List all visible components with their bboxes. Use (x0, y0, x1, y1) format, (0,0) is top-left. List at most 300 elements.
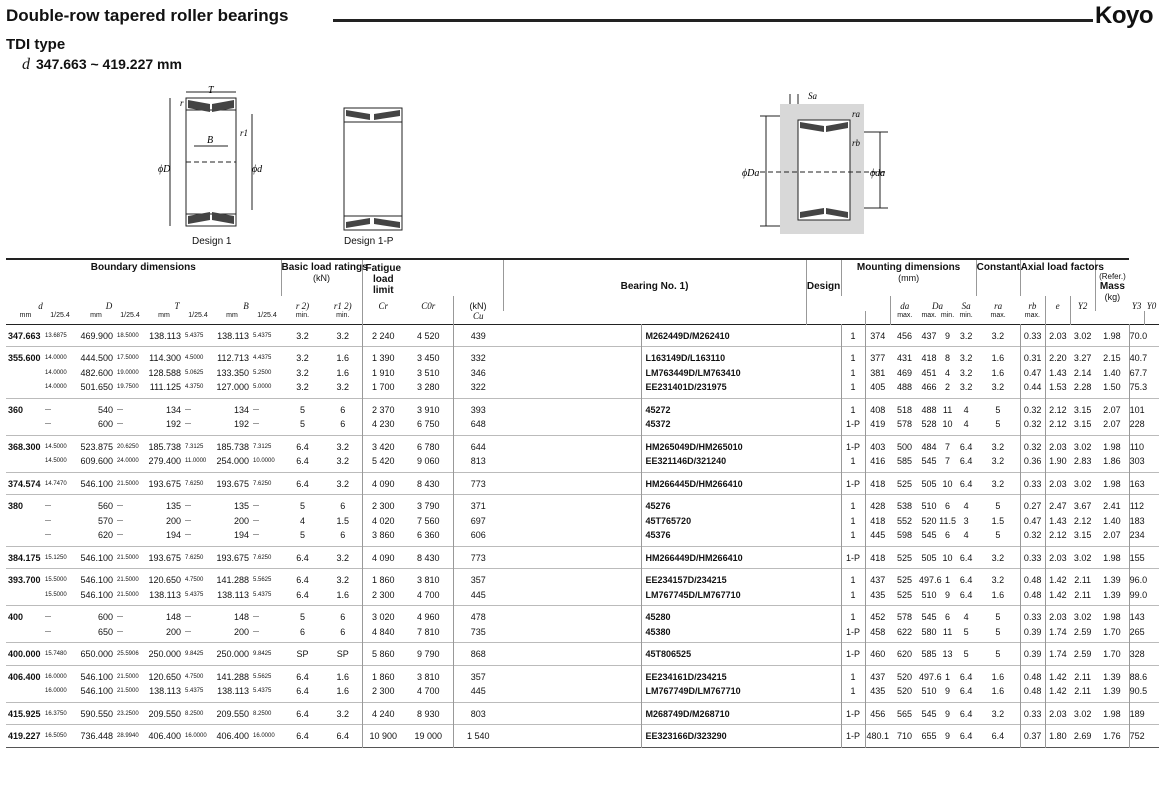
cell-value: 590.550 (80, 708, 113, 719)
unit-Da-max: max. (921, 312, 937, 320)
col-B: B (243, 301, 249, 311)
unit-D-mm: mm (90, 312, 102, 320)
label-da: ϕda (870, 168, 886, 179)
table-cell (324, 665, 362, 702)
unit-ra-max: max. (990, 312, 1006, 320)
cell-value: 460 (870, 649, 886, 659)
unit-rb-max: max. (1024, 312, 1040, 320)
cell-value: 1.42 (1049, 671, 1067, 682)
cell-value: 7 560 (417, 515, 440, 526)
cell-value: 138.113 (217, 686, 249, 696)
table-cell (143, 606, 185, 643)
cell-value: 265 (1129, 626, 1145, 637)
bore-inch: 14.5000 (45, 458, 67, 464)
cell-value: 3.02 (1073, 552, 1092, 563)
table-cell (253, 435, 281, 472)
table-cell (956, 665, 976, 702)
title-rule (333, 19, 1093, 22)
cell-value: 520 (897, 686, 913, 696)
table-cell (45, 569, 75, 606)
cell-value: — (117, 628, 123, 635)
cell-value: — (253, 532, 259, 538)
table-cell (362, 702, 404, 725)
table-cell (1129, 665, 1148, 702)
cell-value: 1 540 (467, 731, 490, 741)
cell-value: M262449D/M262410 (645, 330, 730, 341)
cell-value: 1.6 (991, 367, 1005, 378)
table-cell (404, 435, 453, 472)
cell-value: 803 (470, 708, 486, 719)
cell-value: 418 (870, 515, 886, 526)
table-cell (253, 665, 281, 702)
table-cell (6, 569, 45, 606)
table-cell (143, 324, 185, 347)
table-cell (1020, 702, 1045, 725)
col-Da: Da (932, 301, 944, 311)
table-cell (1045, 702, 1070, 725)
cell-value: M268749D/M268710 (645, 708, 730, 719)
table-cell (890, 472, 919, 495)
cell-value: 2.03 (1049, 330, 1067, 341)
cell-value: 5 (963, 626, 969, 637)
cell-value: 3.02 (1073, 441, 1092, 452)
cell-value: 3.2 (336, 708, 350, 719)
cell-value: 6.4 (959, 478, 973, 489)
table-cell (919, 546, 939, 569)
table-cell (453, 495, 503, 547)
table-cell (1045, 398, 1070, 435)
table-cell (117, 324, 143, 347)
cell-value: 4 090 (372, 552, 395, 563)
table-cell (919, 702, 939, 725)
cell-value: 6 (340, 626, 346, 637)
cell-value: 773 (470, 478, 486, 489)
table-cell (503, 435, 641, 472)
table-cell (324, 702, 362, 725)
cell-value: 3.2 (336, 330, 350, 341)
cell-value: 0.48 (1023, 589, 1042, 600)
table-cell (185, 546, 211, 569)
bore-inch: — (45, 614, 51, 620)
cell-value: 2.03 (1049, 552, 1067, 563)
table-row (6, 472, 1159, 495)
cell-value: 3.15 (1073, 530, 1092, 540)
bore-value: 419.227 (8, 731, 41, 741)
cell-value: 3.02 (1073, 612, 1092, 622)
table-cell (976, 702, 1020, 725)
table-cell (143, 569, 185, 606)
cell-value: 500 (897, 441, 913, 452)
cell-value: 5.2500 (253, 369, 272, 376)
cell-value: 45280 (645, 612, 671, 622)
cell-value: 598 (897, 530, 913, 540)
cell-value: 1 (850, 515, 856, 526)
cell-value: 2.12 (1049, 530, 1067, 540)
table-cell (1129, 702, 1144, 725)
cell-value: 1 700 (372, 382, 395, 392)
table-cell (956, 643, 976, 666)
cell-value: 357 (470, 575, 486, 585)
cell-value: 45376 (645, 530, 671, 540)
table-cell (976, 665, 1020, 702)
cell-value: 578 (897, 612, 913, 622)
table-cell (281, 606, 324, 643)
cell-value: 99.0 (1129, 589, 1148, 600)
table-cell (1095, 495, 1129, 547)
cell-value: 138.113 (149, 686, 181, 696)
table-cell (45, 398, 75, 435)
cell-value: 112.713 (217, 353, 249, 363)
cell-value: HM266449D/HM266410 (645, 552, 743, 563)
cell-value: 1.98 (1103, 478, 1121, 489)
table-cell (45, 643, 75, 666)
table-cell (404, 606, 453, 643)
table-cell (1095, 569, 1129, 606)
table-cell (1045, 606, 1070, 643)
load-ratings-unit: (kN) (313, 273, 331, 283)
cell-value: 546.100 (80, 589, 113, 600)
cell-value: 752 (1129, 731, 1145, 741)
cell-value: 3.2 (336, 441, 350, 452)
table-cell (865, 702, 890, 725)
cell-value: 9 (945, 330, 951, 341)
table-cell (75, 398, 117, 435)
cell-value: 110 (1129, 441, 1145, 452)
table-cell (404, 472, 453, 495)
bore-inch: 14.0000 (45, 355, 67, 361)
load-ratings-title: Basic load ratings (281, 262, 368, 273)
bore-inch: 13.6875 (45, 332, 67, 339)
cell-value: 1 (850, 382, 856, 392)
cell-value: 5 (995, 501, 1001, 511)
cell-value: 127.000 (216, 382, 249, 392)
table-cell (919, 643, 939, 666)
table-cell (976, 398, 1020, 435)
table-cell (362, 546, 404, 569)
table-cell (211, 643, 253, 666)
cell-value: — (185, 503, 191, 509)
cell-value: 445 (470, 686, 486, 696)
cell-value: 96.0 (1129, 575, 1148, 585)
table-cell (841, 702, 865, 725)
table-cell (185, 472, 211, 495)
table-cell (453, 347, 503, 399)
mounting-header (841, 259, 976, 296)
cell-value: 3.2 (336, 382, 350, 392)
table-cell (1095, 472, 1129, 495)
bore-value: 368.300 (8, 441, 41, 452)
cell-value: 9 (945, 589, 951, 600)
table-cell (362, 472, 404, 495)
cell-value: 437 (921, 330, 937, 341)
cell-value: 773 (470, 552, 486, 563)
bore-value: 400.000 (8, 649, 41, 659)
cell-value: 1 390 (372, 353, 395, 363)
cell-value: 510 (921, 589, 937, 600)
cell-value: 545 (921, 708, 937, 719)
refer-label: (Refer.) (1099, 271, 1126, 281)
table-cell (841, 665, 865, 702)
cell-value: 0.39 (1023, 626, 1042, 637)
cell-value: 3.02 (1073, 330, 1092, 341)
cell-value: 5 (300, 404, 306, 415)
cell-value: 710 (897, 731, 913, 741)
cell-value: 45380 (645, 626, 671, 637)
cell-value: EE234161D/234215 (645, 671, 727, 682)
cell-value: 250.000 (148, 649, 181, 659)
cell-value: 580 (921, 626, 937, 637)
bore-inch: — (45, 421, 51, 427)
cell-value: 2.07 (1103, 530, 1121, 540)
cell-value: 0.44 (1023, 382, 1042, 392)
cell-value: 1 (850, 686, 856, 696)
cell-value: — (253, 614, 259, 620)
cell-value: 600 (97, 419, 113, 429)
table-cell (117, 569, 143, 606)
cell-value: 5.4375 (253, 591, 272, 598)
unit-r-min: min. (295, 312, 310, 320)
cell-value: 484 (921, 441, 937, 452)
cell-value: 1 (850, 367, 856, 378)
cell-value: 418 (870, 478, 886, 489)
table-cell (1095, 398, 1129, 435)
table-cell (453, 606, 503, 643)
cell-value: 6.4 (959, 552, 973, 563)
col-Y3: Y3 (1131, 301, 1142, 311)
table-cell (841, 435, 865, 472)
cell-value: 18.5000 (117, 332, 139, 339)
cell-value: 120.650 (148, 671, 181, 682)
table-cell (1020, 398, 1045, 435)
cell-value: 5 (995, 649, 1001, 659)
col-C0r: C0r (421, 301, 436, 311)
table-cell (956, 324, 976, 347)
cell-value: 9 060 (417, 456, 440, 466)
cell-value: 2 240 (372, 330, 395, 341)
cell-value: 650 (97, 626, 113, 637)
table-cell (841, 725, 865, 748)
cell-value: 7 (945, 441, 951, 452)
table-cell (117, 347, 143, 399)
cell-value: 600 (97, 612, 113, 622)
cell-value: 456 (870, 708, 886, 719)
cell-value: 585 (897, 456, 913, 466)
cell-value: 135 (233, 501, 249, 511)
cell-value: 5 (995, 530, 1001, 540)
cell-value: 4 230 (372, 419, 395, 429)
cell-value: EE323166D/323290 (645, 731, 727, 741)
table-cell (45, 435, 75, 472)
cell-value: 393 (470, 404, 486, 415)
bore-value: 400 (8, 612, 24, 622)
table-cell (6, 435, 45, 472)
cell-value: 3.2 (959, 330, 973, 341)
cell-value: 5 (300, 501, 306, 511)
cell-value: 1 (850, 456, 856, 466)
cell-value: — (253, 628, 259, 635)
label-Da: ϕDa (742, 168, 760, 179)
cell-value: 648 (470, 419, 486, 429)
bore-value: 384.175 (8, 552, 41, 563)
cell-value: 45T765720 (645, 515, 692, 526)
cell-value: 1 860 (372, 671, 395, 682)
cell-value: 0.47 (1023, 515, 1042, 526)
cell-value: 3.2 (991, 441, 1005, 452)
cell-value: 2.12 (1049, 404, 1067, 415)
cell-value: 6.4 (959, 686, 973, 696)
cell-value: 128.588 (148, 367, 181, 378)
table-cell (919, 324, 939, 347)
table-cell (75, 435, 117, 472)
cell-value: 505 (921, 552, 937, 563)
cell-value: 209.550 (148, 708, 181, 719)
table-row (6, 347, 1159, 399)
table-cell (324, 347, 362, 399)
table-cell (281, 495, 324, 547)
table-cell (45, 472, 75, 495)
table-cell (841, 472, 865, 495)
design1-drawing (150, 84, 280, 234)
cell-value: 3.2 (991, 552, 1005, 563)
cell-value: 2 (945, 382, 951, 392)
table-cell (865, 546, 890, 569)
table-cell (404, 398, 453, 435)
table-cell (362, 347, 404, 399)
table-cell (453, 643, 503, 666)
table-cell (362, 324, 404, 347)
cell-value: 2.28 (1073, 382, 1092, 392)
cell-value: 2.47 (1049, 501, 1067, 511)
cell-value: — (117, 421, 123, 427)
cell-value: 4 (963, 530, 969, 540)
table-body (6, 324, 1159, 747)
cell-value: 45T806525 (645, 649, 692, 659)
cell-value: 1.6 (336, 367, 350, 378)
table-cell (324, 546, 362, 569)
table-cell (404, 324, 453, 347)
table-cell (641, 569, 841, 606)
table-cell (1095, 702, 1129, 725)
cell-value: 403 (870, 441, 886, 452)
table-cell (117, 725, 143, 748)
table-cell (1129, 347, 1148, 399)
table-cell (45, 546, 75, 569)
table-cell (143, 472, 185, 495)
fatigue-title: Fatigue load limit (365, 263, 402, 296)
bore-inch: — (45, 517, 51, 524)
unit-r1-min: min. (336, 312, 350, 320)
cell-value: 11.0000 (185, 458, 207, 464)
cell-value: 5 860 (372, 649, 395, 659)
cell-value: 21.5000 (117, 554, 139, 561)
cell-value: 3.02 (1073, 478, 1092, 489)
table-cell (143, 398, 185, 435)
cell-value: 458 (870, 626, 886, 637)
cell-value: 5.0625 (185, 369, 204, 376)
table-cell (939, 569, 956, 606)
table-row (6, 606, 1159, 643)
cell-value: 111.125 (149, 382, 181, 392)
cell-value: 488 (897, 382, 913, 392)
cell-value: 1.6 (991, 671, 1005, 682)
table-cell (1129, 546, 1144, 569)
table-cell (281, 725, 324, 748)
table-cell (1129, 398, 1144, 435)
col-Y0: Y0 (1146, 301, 1157, 311)
cell-value: 578 (897, 419, 913, 429)
cell-value: 1.98 (1103, 330, 1121, 341)
table-cell (453, 546, 503, 569)
cell-value: 2.59 (1073, 626, 1092, 637)
fatigue-unit: (kN) (453, 296, 503, 311)
table-cell (939, 546, 956, 569)
table-cell (6, 472, 45, 495)
cell-value: 1.39 (1103, 589, 1121, 600)
cell-value: 501.650 (80, 382, 113, 392)
table-cell (956, 472, 976, 495)
cell-value: 2.12 (1073, 515, 1092, 526)
cell-value: 1 910 (372, 367, 395, 378)
table-cell (1070, 495, 1095, 547)
cell-value: 6 (945, 530, 951, 540)
cell-value: 3.15 (1073, 404, 1092, 415)
table-cell (1129, 643, 1144, 666)
bore-inch: 16.0000 (45, 673, 67, 680)
table-cell (75, 495, 117, 547)
cell-value: 138.113 (149, 330, 181, 341)
cell-value: 2.11 (1074, 671, 1092, 682)
cell-value: 3.2 (991, 382, 1005, 392)
table-cell (281, 347, 324, 399)
cell-value: 0.32 (1023, 530, 1042, 540)
cell-value: 2.03 (1049, 612, 1067, 622)
table-cell (281, 472, 324, 495)
cell-value: 114.300 (149, 353, 181, 363)
cell-value: 697 (470, 515, 486, 526)
cell-value: 11 (942, 404, 953, 415)
table-cell (841, 347, 865, 399)
table-cell (1095, 347, 1129, 399)
bore-value: 380 (8, 501, 24, 511)
cell-value: 570 (97, 515, 113, 526)
cell-value: 418 (921, 353, 937, 363)
cell-value: 1.39 (1103, 686, 1121, 696)
table-cell (211, 435, 253, 472)
cell-value: 2.41 (1103, 501, 1121, 511)
col-r1: r1 2) (333, 301, 352, 311)
cell-value: 8 430 (417, 478, 440, 489)
cell-value: 2.12 (1049, 419, 1067, 429)
table-cell (1095, 435, 1129, 472)
table-cell (1129, 606, 1144, 643)
table-cell (1045, 665, 1070, 702)
cell-value: 540 (97, 404, 113, 415)
cell-value: 112 (1129, 501, 1145, 511)
table-cell (45, 665, 75, 702)
cell-value: 19 000 (414, 731, 443, 741)
cell-value: 1.50 (1103, 382, 1121, 392)
table-cell (890, 643, 919, 666)
table-cell (1020, 546, 1045, 569)
cell-value: 10 900 (369, 731, 398, 741)
table-cell (1070, 435, 1095, 472)
table-cell (45, 702, 75, 725)
cell-value: 3 020 (372, 612, 395, 622)
cell-value: 1.6 (991, 589, 1005, 600)
cell-value: 10 (942, 478, 953, 489)
table-cell (185, 495, 211, 547)
cell-value: 9 (945, 708, 951, 719)
